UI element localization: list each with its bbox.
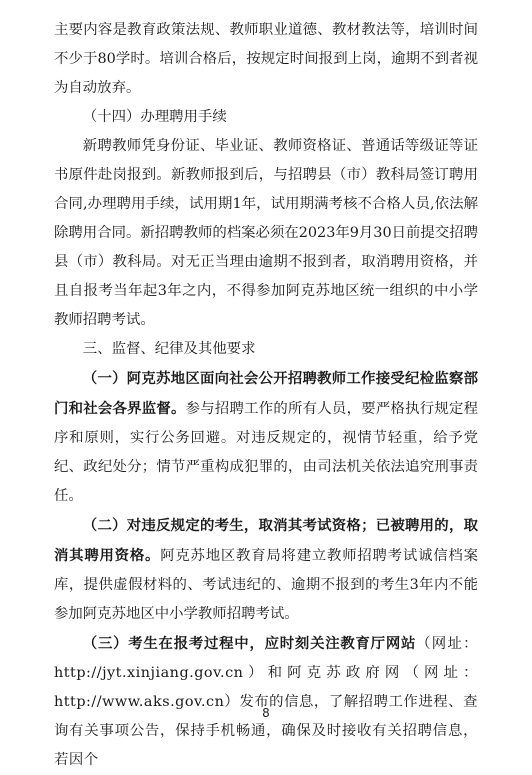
- item-3-bold-lead: （三）考生在报考过程中，应时刻关注教育厅网站: [82, 635, 417, 652]
- item-2-bold-lead: （二）对违反规定的考生，取消其考试资格；已被聘用的，取消其聘用资格。: [54, 517, 478, 564]
- item-1-paragraph: [54, 364, 478, 511]
- item-2-text: 阿克苏地区教育局将建立教师招聘考试诚信档案库，提供虚假材料的、考试违纪的、逾期不报到的考生3年内不能参加阿克苏地区中小学教师招聘考试。: [54, 548, 478, 622]
- item-2-paragraph: [54, 511, 478, 629]
- section-14-paragraph: 新聘教师凭身份证、毕业证、教师资格证、普通话等级证等证书原件赴岗报到。新教师报到后，与招聘县（市）教科局签订聘用合同,办理聘用手续，试用期1年，试用期满考核不合格人员,依法解除聘用合同。新招聘教师的档案必须在2023年9月30日前提交招聘县（市）教科局。对无正当理由逾期不报到者，取消聘用资格，并且自报考当年起3年之内，不得参加阿克苏地区统一组织的中小学教师招聘考试。: [54, 138, 478, 328]
- continued-paragraph: 主要内容是教育政策法规、教师职业道德、教材教法等，培训时间不少于80学时。培训合格后，按规定时间报到上岗，逾期不到者视为自动放弃。: [54, 22, 478, 96]
- item-3-text: （网址：http://jyt.xinjiang.gov.cn）和阿克苏政府网（网址：http://www.aks.gov.cn）发布的信息，了解招聘工作进程、查询有关事项公告，保持手机畅通，确保及时接收有关招聘信息，若因个: [54, 636, 478, 768]
- page-number: 8: [262, 706, 270, 720]
- item-3-paragraph: [54, 629, 478, 775]
- item-1-bold-lead: （一）阿克苏地区面向社会公开招聘教师工作接受纪检监察部门和社会各界监督。: [54, 370, 478, 417]
- item-1-text: 参与招聘工作的所有人员，要严格执行规定程序和原则，实行公务回避。对违反规定的，视情节轻重，给予党纪、政纪处分；情节严重构成犯罪的，由司法机关依法追究刑事责任。: [54, 401, 478, 504]
- part-3-heading: 三、监督、纪律及其他要求: [82, 341, 256, 357]
- section-14-heading: （十四）办理聘用手续: [82, 109, 227, 125]
- document-body: [54, 16, 478, 775]
